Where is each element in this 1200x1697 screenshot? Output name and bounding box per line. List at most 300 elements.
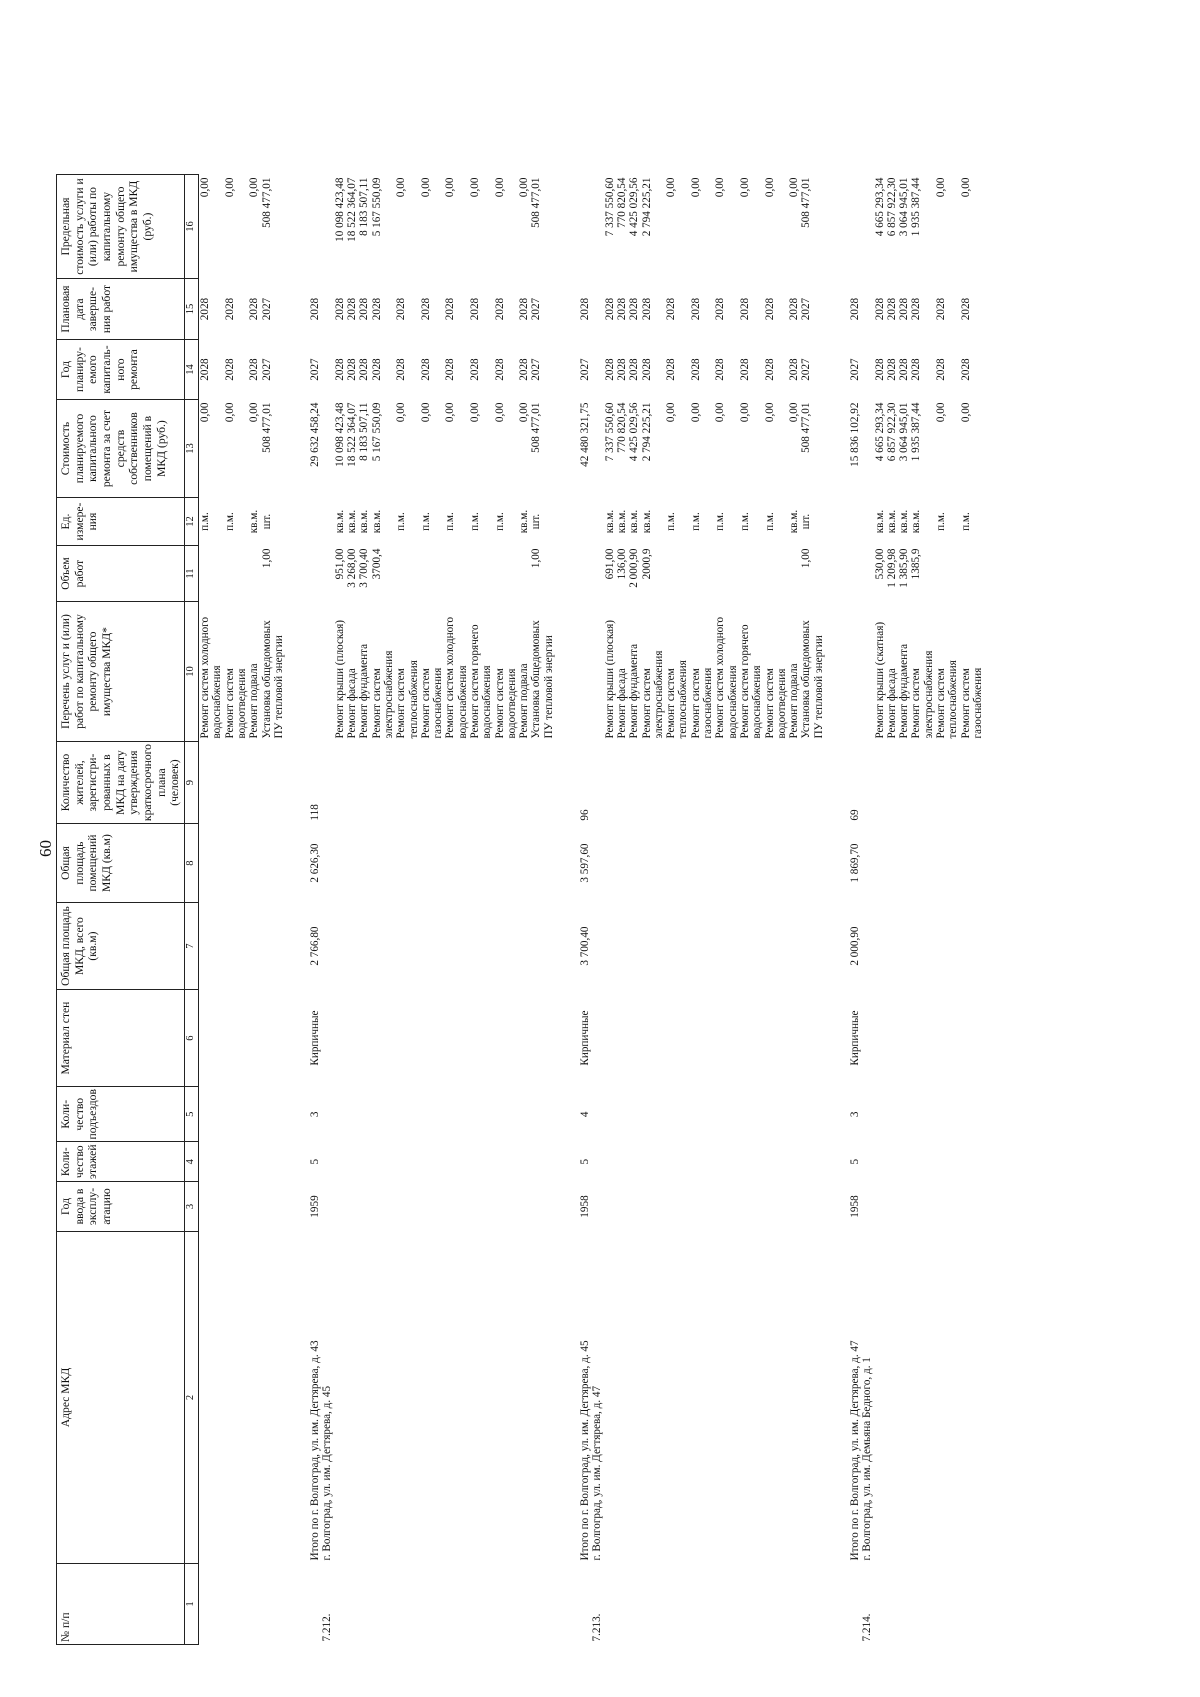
empty-cell: [224, 1087, 249, 1142]
empty-cell: [395, 1564, 420, 1645]
empty-cell: [420, 742, 445, 824]
empty-cell: [199, 1087, 224, 1142]
empty-cell: [641, 1232, 666, 1564]
empty-cell: [224, 824, 249, 903]
limit-cost-cell: 0,00: [419, 177, 432, 198]
empty-cell: [764, 1142, 789, 1182]
column-number-row: [185, 175, 199, 1645]
empty-cell: [334, 1182, 346, 1232]
empty-cell: [825, 903, 849, 990]
work-name-cell: Ремонт систем электроснабжения: [640, 650, 665, 739]
column-header: Коли-чество этажей: [57, 1142, 185, 1182]
repair-year-cell: 2028: [199, 358, 212, 381]
column-header: Общая площадь МКД, всего (кв.м): [57, 903, 185, 990]
unit-cell: кв.м.: [248, 509, 261, 534]
cost-cell: 4 425 029,56: [628, 402, 641, 462]
empty-cell: [825, 990, 849, 1087]
repair-year-cell: 2028: [603, 358, 616, 381]
empty-cell: [886, 903, 898, 990]
empty-cell: [628, 824, 640, 903]
limit-cost-cell: 0,00: [223, 177, 236, 198]
limit-cost-cell: 0,00: [935, 177, 948, 198]
work-name-cell: Ремонт фасада: [615, 668, 628, 739]
empty-cell: [898, 1182, 910, 1232]
empty-cell: [358, 990, 370, 1087]
empty-cell: [800, 1564, 825, 1645]
empty-cell: [874, 1142, 886, 1182]
empty-cell: [960, 1564, 985, 1645]
empty-cell: [628, 1142, 640, 1182]
empty-cell: [935, 1564, 960, 1645]
end-date-cell: 2028: [714, 297, 727, 321]
empty-cell: [371, 1087, 396, 1142]
column-number: 9: [185, 742, 199, 824]
cost-cell: 10 098 423,48: [333, 402, 346, 467]
cost-cell: 0,00: [493, 402, 506, 423]
table-row: [395, 175, 420, 1645]
empty-cell: [469, 1232, 494, 1564]
limit-cost-cell: 7 337 550,60: [603, 177, 616, 237]
limit-cost-cell: 8 183 507,11: [358, 177, 371, 236]
empty-cell: [494, 1087, 519, 1142]
unit-cell: п.м.: [419, 512, 432, 531]
total-cost-cell: 15 836 102,92: [849, 402, 861, 467]
empty-cell: [739, 1142, 764, 1182]
empty-cell: [739, 990, 764, 1087]
empty-cell: [604, 1564, 616, 1645]
unit-cell: кв.м.: [885, 509, 898, 534]
column-header: Год ввода в эксплу-атацию: [57, 1182, 185, 1232]
unit-cell: кв.м.: [873, 509, 886, 534]
repair-year-cell: 2028: [898, 358, 911, 381]
empty-cell: [849, 175, 874, 279]
work-name-cell: Ремонт систем теплоснабжения: [935, 660, 960, 739]
unit-cell: кв.м.: [640, 509, 653, 534]
limit-cost-cell: 0,00: [444, 177, 457, 198]
total-year-cell: 2027: [849, 358, 861, 381]
volume-cell: [739, 546, 764, 602]
empty-cell: [285, 340, 309, 400]
column-number: 4: [185, 1142, 199, 1182]
empty-cell: [224, 1182, 249, 1232]
limit-cost-cell: 2 794 225,21: [640, 177, 653, 237]
empty-cell: [530, 1232, 555, 1564]
building-address: г. Волгоград, ул. им. Дегтярева, д. 47: [591, 1385, 604, 1561]
total-end-cell: 2028: [309, 297, 322, 321]
cost-cell: 508 477,01: [260, 402, 273, 453]
empty-cell: [604, 742, 616, 824]
empty-cell: [739, 1087, 764, 1142]
cost-cell: 508 477,01: [530, 402, 543, 453]
empty-cell: [395, 1142, 420, 1182]
empty-cell: [248, 1142, 260, 1182]
empty-cell: [199, 742, 224, 824]
empty-cell: [518, 824, 530, 903]
limit-cost-cell: 0,00: [518, 177, 531, 198]
entrances-cell: 3: [849, 1111, 861, 1118]
cost-cell: 2 794 225,21: [640, 402, 653, 462]
unit-cell: кв.м.: [333, 509, 346, 534]
wall-material-cell: Кирпичные: [849, 1010, 861, 1066]
empty-cell: [395, 824, 420, 903]
address-cell: [849, 1232, 874, 1564]
empty-cell: [714, 824, 739, 903]
unit-cell: кв.м.: [518, 509, 531, 534]
end-date-cell: 2028: [935, 297, 948, 321]
limit-cost-cell: 508 477,01: [260, 177, 273, 228]
empty-cell: [714, 990, 739, 1087]
unit-cell: п.м.: [468, 512, 481, 531]
capital-repair-table: [56, 174, 984, 1645]
empty-cell: [616, 1142, 628, 1182]
empty-cell: [800, 742, 825, 824]
entrances-cell: 3: [309, 1111, 322, 1118]
empty-cell: [420, 1232, 445, 1564]
empty-cell: [641, 1142, 666, 1182]
column-header: Объем работ: [57, 546, 185, 602]
empty-cell: [494, 903, 519, 990]
empty-cell: [579, 498, 604, 546]
spacer-text: [309, 1567, 321, 1642]
column-number: 1: [185, 1564, 199, 1645]
unit-cell: шт.: [530, 513, 543, 530]
empty-cell: [886, 1182, 898, 1232]
column-number: 6: [185, 990, 199, 1087]
empty-cell: [825, 602, 849, 742]
empty-cell: [690, 1564, 715, 1645]
empty-cell: [334, 903, 346, 990]
volume-cell: 2 000,90: [628, 548, 641, 588]
empty-cell: [800, 1182, 825, 1232]
cost-cell: 0,00: [763, 402, 776, 423]
empty-cell: [935, 990, 960, 1087]
unit-cell: п.м.: [714, 512, 727, 531]
cost-cell: 0,00: [935, 402, 948, 423]
spacer-text: [579, 1567, 591, 1642]
empty-cell: [764, 903, 789, 990]
empty-cell: [800, 824, 825, 903]
empty-cell: [334, 1087, 346, 1142]
end-date-cell: 2028: [603, 297, 616, 321]
empty-cell: [309, 498, 334, 546]
cost-cell: 3 064 945,01: [898, 402, 911, 462]
unit-cell: кв.м.: [358, 509, 371, 534]
volume-cell: [199, 546, 224, 602]
limit-cost-cell: 3 064 945,01: [898, 177, 911, 237]
empty-cell: [371, 824, 396, 903]
empty-cell: [910, 903, 935, 990]
empty-cell: [960, 824, 985, 903]
work-name-cell: Ремонт фундамента: [898, 643, 911, 739]
entrances-cell: 4: [579, 1111, 592, 1118]
empty-cell: [628, 903, 640, 990]
repair-year-cell: 2028: [615, 358, 628, 381]
empty-cell: [714, 903, 739, 990]
table-body: [199, 175, 985, 1645]
empty-cell: [739, 1564, 764, 1645]
cost-cell: 508 477,01: [800, 402, 813, 453]
cost-cell: 7 337 550,60: [603, 402, 616, 462]
limit-cost-cell: 0,00: [665, 177, 678, 198]
cost-cell: 0,00: [199, 402, 212, 423]
empty-cell: [788, 903, 800, 990]
empty-cell: [800, 903, 825, 990]
limit-cost-cell: 0,00: [788, 177, 801, 198]
empty-cell: [346, 742, 358, 824]
empty-cell: [309, 602, 334, 742]
table-row: [358, 175, 370, 1645]
limit-cost-cell: 508 477,01: [530, 177, 543, 228]
empty-cell: [935, 1142, 960, 1182]
total-area-cell: 2 766,80: [309, 926, 322, 966]
empty-cell: [935, 1182, 960, 1232]
empty-cell: [714, 1232, 739, 1564]
repair-year-cell: 2028: [665, 358, 678, 381]
empty-cell: [665, 1142, 690, 1182]
empty-cell: [910, 742, 935, 824]
unit-cell: п.м.: [444, 512, 457, 531]
empty-cell: [530, 990, 555, 1087]
table-header-row: [57, 175, 185, 1645]
cost-cell: 5 167 550,09: [370, 402, 383, 462]
unit-cell: кв.м.: [346, 509, 359, 534]
table-row: [641, 175, 666, 1645]
column-header: Предельная стоимость услуги и (или) работы по капитальному ремонту общего имущества в МКД (руб.): [57, 175, 185, 279]
volume-cell: 1,00: [530, 548, 543, 569]
empty-cell: [604, 1087, 616, 1142]
end-date-cell: 2028: [640, 297, 653, 321]
premises-area-cell: 1 869,70: [849, 843, 861, 883]
empty-cell: [199, 1182, 224, 1232]
total-cost-cell: 42 480 321,75: [579, 402, 592, 467]
empty-cell: [346, 1232, 358, 1564]
empty-cell: [555, 824, 579, 903]
volume-cell: 530,00: [873, 548, 886, 580]
empty-cell: [420, 1142, 445, 1182]
empty-cell: [825, 175, 849, 279]
empty-cell: [935, 903, 960, 990]
empty-cell: [518, 1182, 530, 1232]
table-row: [444, 175, 469, 1645]
empty-cell: [285, 602, 309, 742]
empty-cell: [395, 742, 420, 824]
end-date-cell: 2028: [223, 297, 236, 321]
limit-cost-cell: 10 098 423,48: [333, 177, 346, 242]
empty-cell: [469, 1564, 494, 1645]
limit-cost-cell: 770 820,54: [615, 177, 628, 228]
work-name-cell: Ремонт систем горячего водоснабжения: [738, 624, 764, 739]
empty-cell: [764, 1182, 789, 1232]
empty-cell: [469, 824, 494, 903]
empty-cell: [665, 1182, 690, 1232]
address-cell: [309, 1232, 334, 1564]
empty-cell: [960, 1232, 985, 1564]
end-date-cell: 2028: [395, 297, 408, 321]
unit-cell: п.м.: [395, 512, 408, 531]
repair-year-cell: 2028: [333, 358, 346, 381]
repair-year-cell: 2028: [640, 358, 653, 381]
building-summary-row: [849, 175, 874, 1645]
total-label: Итого по г. Волгоград, ул. им. Дегтярева, д. 47: [849, 1340, 861, 1561]
end-date-cell: 2028: [444, 297, 457, 321]
empty-cell: [825, 824, 849, 903]
empty-cell: [898, 1087, 910, 1142]
empty-cell: [555, 990, 579, 1087]
volume-cell: [714, 546, 739, 602]
limit-cost-cell: 0,00: [468, 177, 481, 198]
unit-cell: кв.м.: [910, 509, 923, 534]
repair-year-cell: 2028: [444, 358, 457, 381]
empty-cell: [616, 742, 628, 824]
empty-cell: [420, 903, 445, 990]
unit-cell: п.м.: [199, 512, 212, 531]
table-row: [530, 175, 555, 1645]
empty-cell: [469, 903, 494, 990]
wall-material-cell: Кирпичные: [579, 1010, 592, 1066]
empty-cell: [641, 903, 666, 990]
empty-cell: [395, 990, 420, 1087]
volume-cell: [444, 546, 469, 602]
work-name-cell: Ремонт систем газоснабжения: [419, 667, 445, 739]
empty-cell: [555, 1564, 579, 1645]
unit-cell: кв.м.: [628, 509, 641, 534]
empty-cell: [285, 990, 309, 1087]
total-year-cell: 2027: [309, 358, 322, 381]
work-name-cell: Ремонт систем теплоснабжения: [395, 660, 420, 739]
empty-cell: [628, 1232, 640, 1564]
table-row: [788, 175, 800, 1645]
cost-cell: 0,00: [714, 402, 727, 423]
repair-year-cell: 2028: [395, 358, 408, 381]
volume-cell: 3 700,40: [358, 548, 371, 588]
work-name-cell: Установка общедомовых ПУ тепловой энергии: [800, 620, 825, 739]
volume-cell: [764, 546, 789, 602]
empty-cell: [849, 546, 874, 602]
empty-cell: [346, 1142, 358, 1182]
empty-cell: [874, 742, 886, 824]
empty-cell: [739, 1232, 764, 1564]
spacer-row: [285, 175, 309, 1645]
empty-cell: [346, 824, 358, 903]
empty-cell: [371, 1232, 396, 1564]
empty-cell: [555, 279, 579, 340]
table-row: [199, 175, 224, 1645]
empty-cell: [285, 175, 309, 279]
empty-cell: [395, 1182, 420, 1232]
work-name-cell: Ремонт систем водоотведения: [493, 668, 518, 739]
column-number: 11: [185, 546, 199, 602]
empty-cell: [800, 1142, 825, 1182]
empty-cell: [555, 903, 579, 990]
premises-area-cell: 3 597,60: [579, 843, 592, 883]
empty-cell: [358, 742, 370, 824]
cost-cell: 0,00: [518, 402, 531, 423]
empty-cell: [604, 1142, 616, 1182]
limit-cost-cell: 0,00: [959, 177, 972, 198]
end-date-cell: 2028: [333, 297, 346, 321]
repair-year-cell: 2028: [419, 358, 432, 381]
unit-cell: п.м.: [223, 512, 236, 531]
volume-cell: 136,00: [615, 548, 628, 580]
empty-cell: [334, 742, 346, 824]
empty-cell: [739, 824, 764, 903]
end-date-cell: 2028: [898, 297, 911, 321]
empty-cell: [825, 546, 849, 602]
repair-year-cell: 2028: [346, 358, 359, 381]
empty-cell: [764, 990, 789, 1087]
empty-cell: [764, 1564, 789, 1645]
empty-cell: [530, 1142, 555, 1182]
column-number: 2: [185, 1232, 199, 1564]
work-name-cell: Ремонт подвала: [788, 663, 801, 739]
total-label: Итого по г. Волгоград, ул. им. Дегтярева, д. 45: [579, 1340, 592, 1561]
empty-cell: [714, 742, 739, 824]
table-row: [224, 175, 249, 1645]
empty-cell: [494, 1142, 519, 1182]
table-row: [739, 175, 764, 1645]
empty-cell: [530, 1564, 555, 1645]
column-header: Коли-чество подъездов: [57, 1087, 185, 1142]
cost-cell: 0,00: [468, 402, 481, 423]
empty-cell: [788, 742, 800, 824]
empty-cell: [469, 1142, 494, 1182]
column-number: 14: [185, 340, 199, 400]
work-name-cell: Ремонт фасада: [346, 668, 359, 739]
empty-cell: [616, 1232, 628, 1564]
empty-cell: [494, 742, 519, 824]
column-header: Адрес МКД: [57, 1232, 185, 1564]
empty-cell: [960, 990, 985, 1087]
end-date-cell: 2027: [260, 297, 273, 321]
table-row: [898, 175, 910, 1645]
empty-cell: [285, 1142, 309, 1182]
empty-cell: [334, 1232, 346, 1564]
empty-cell: [604, 824, 616, 903]
volume-cell: [788, 546, 800, 602]
work-name-cell: Ремонт крыши (плоская): [333, 619, 346, 739]
table-row: [494, 175, 519, 1645]
empty-cell: [261, 903, 286, 990]
empty-cell: [334, 1142, 346, 1182]
empty-cell: [420, 990, 445, 1087]
volume-cell: [469, 546, 494, 602]
table-row: [261, 175, 286, 1645]
repair-year-cell: 2028: [763, 358, 776, 381]
empty-cell: [469, 1182, 494, 1232]
empty-cell: [420, 1087, 445, 1142]
repair-year-cell: 2028: [910, 358, 923, 381]
end-date-cell: 2028: [358, 297, 371, 321]
empty-cell: [886, 1232, 898, 1564]
empty-cell: [358, 824, 370, 903]
repair-year-cell: 2027: [530, 358, 543, 381]
empty-cell: [910, 1564, 935, 1645]
column-header: Материал стен: [57, 990, 185, 1087]
empty-cell: [444, 1087, 469, 1142]
column-header: Год планиру-емого капиталь-ного ремонта: [57, 340, 185, 400]
table-row: [248, 175, 260, 1645]
limit-cost-cell: 5 167 550,09: [370, 177, 383, 237]
empty-cell: [530, 824, 555, 903]
empty-cell: [886, 1142, 898, 1182]
end-date-cell: 2027: [530, 297, 543, 321]
cost-cell: 18 522 364,07: [346, 402, 359, 467]
empty-cell: [886, 824, 898, 903]
empty-cell: [764, 1087, 789, 1142]
empty-cell: [764, 1232, 789, 1564]
column-number: 13: [185, 400, 199, 498]
volume-cell: [960, 546, 985, 602]
